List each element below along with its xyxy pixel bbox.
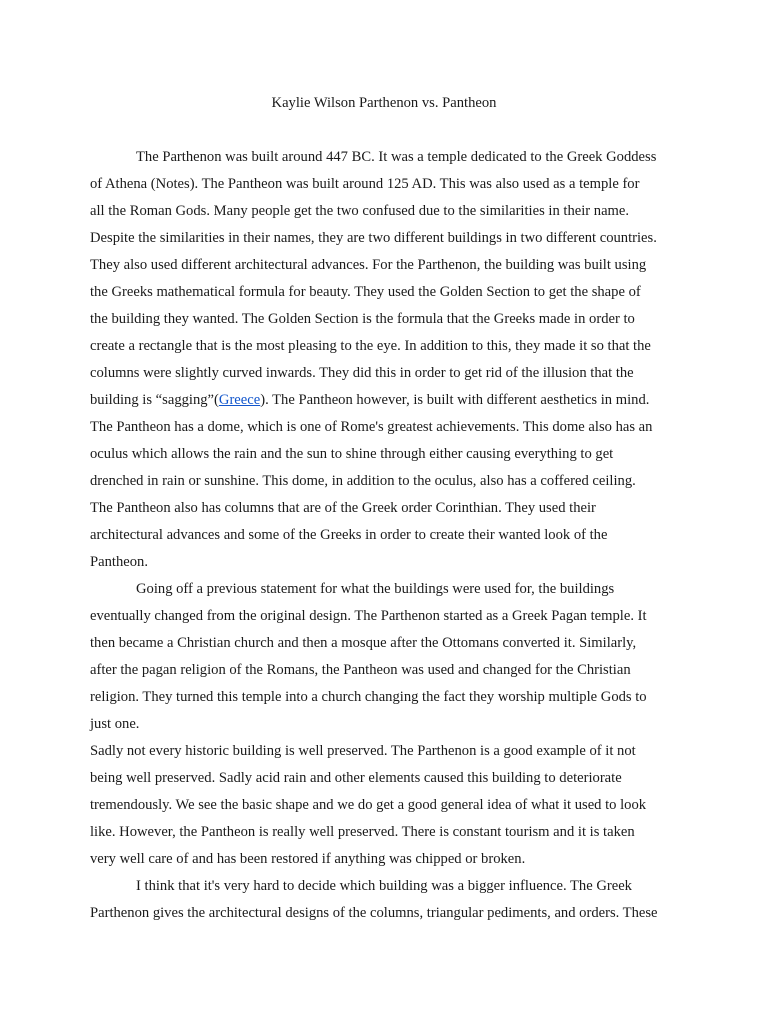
text-line: Despite the similarities in their names, they are two different buildings in two different countries. xyxy=(90,230,657,246)
text-line: after the pagan religion of the Romans, the Pantheon was used and changed for the Christian xyxy=(90,662,631,678)
text-line: Parthenon gives the architectural designs of the columns, triangular pediments, and orders. These xyxy=(90,905,658,921)
text-line: of Athena (Notes). The Pantheon was built around 125 AD. This was also used as a temple for xyxy=(90,176,640,192)
text-line: Sadly not every historic building is well preserved. The Parthenon is a good example of it not xyxy=(90,743,636,759)
text-line: the building they wanted. The Golden Section is the formula that the Greeks made in order to xyxy=(90,311,635,327)
text-segment: building is “sagging”( xyxy=(90,392,219,408)
text-line: create a rectangle that is the most pleasing to the eye. In addition to this, they made it so that the xyxy=(90,338,651,354)
text-line: like. However, the Pantheon is really well preserved. There is constant tourism and it is taken xyxy=(90,824,635,840)
text-line: eventually changed from the original design. The Parthenon started as a Greek Pagan temple. It xyxy=(90,608,647,624)
text-line-with-link xyxy=(90,387,690,414)
text-line: then became a Christian church and then a mosque after the Ottomans converted it. Similarly, xyxy=(90,635,637,651)
text-line: The Pantheon also has columns that are of the Greek order Corinthian. They used their xyxy=(90,500,596,516)
text-line: all the Roman Gods. Many people get the two confused due to the similarities in their name. xyxy=(90,203,630,219)
greece-citation-link[interactable]: Greece xyxy=(218,392,261,408)
document-title: Kaylie Wilson Parthenon vs. Pantheon xyxy=(271,95,497,111)
text-line: oculus which allows the rain and the sun to shine through either causing everything to get xyxy=(90,446,614,462)
text-line: Going off a previous statement for what the buildings were used for, the buildings xyxy=(136,581,615,597)
text-line: religion. They turned this temple into a church changing the fact they worship multiple Gods to xyxy=(90,689,647,705)
text-line: drenched in rain or sunshine. This dome, in addition to the oculus, also has a coffered ceiling. xyxy=(90,473,636,489)
text-line: Pantheon. xyxy=(90,554,148,570)
text-segment: ). The Pantheon however, is built with different aesthetics in mind. xyxy=(260,392,650,408)
text-line: being well preserved. Sadly acid rain and other elements caused this building to deteriorate xyxy=(90,770,622,786)
text-line: very well care of and has been restored if anything was chipped or broken. xyxy=(90,851,526,867)
text-line: just one. xyxy=(90,716,140,732)
text-line: The Pantheon has a dome, which is one of Rome's greatest achievements. This dome also has an xyxy=(90,419,653,435)
text-line: I think that it's very hard to decide which building was a bigger influence. The Greek xyxy=(136,878,632,894)
text-line: They also used different architectural advances. For the Parthenon, the building was built using xyxy=(90,257,647,273)
text-line: The Parthenon was built around 447 BC. It was a temple dedicated to the Greek Goddess xyxy=(136,149,657,165)
text-line: columns were slightly curved inwards. They did this in order to get rid of the illusion that the xyxy=(90,365,634,381)
text-line: architectural advances and some of the Greeks in order to create their wanted look of the xyxy=(90,527,608,543)
document-body xyxy=(90,144,690,927)
text-line: the Greeks mathematical formula for beauty. They used the Golden Section to get the shape of xyxy=(90,284,641,300)
text-line: tremendously. We see the basic shape and we do get a good general idea of what it used to look xyxy=(90,797,647,813)
